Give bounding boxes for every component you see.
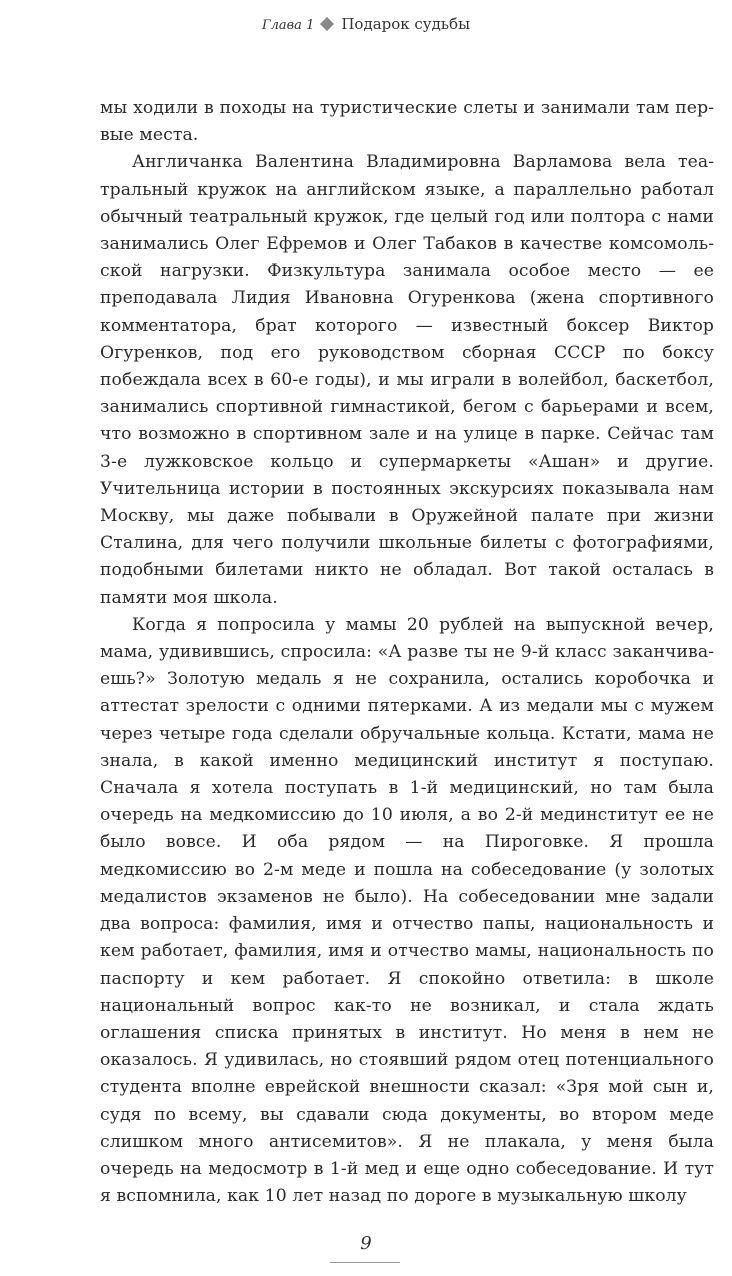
page-number: 9 (360, 1233, 372, 1254)
chapter-label: Глава 1 (261, 18, 315, 33)
paragraph-2: Англичанка Валентина Владимировна Варламова вела театральный кружок на английском языке, а параллельно работал обычный театральный кружок, где целый год или полтора с нами занимались Олег Ефремов и Олег Табаков в качестве комсомольской нагрузки. Физкультура занимала особое место — ее преподавала Лидия Ивановна Огуренкова (жена спортивного комментатора, брат которого — известный боксер Виктор Огуренков, под его руководством сборная СССР по боксу побеждала всех в 60-е годы), и мы играли в волейбол, баскетбол, занимались спортивной гимнастикой, бегом с барьерами и всем, что возможно в спортивном зале и на улице в парке. Сейчас там 3-е лужковское кольцо и супермаркеты «Ашан» и другие. Учительница истории в постоянных экскурсиях показывала нам Москву, мы даже побывали в Оружейной палате при жизни Сталина, для чего получили школьные билеты с фотографиями, подобными билетами никто не обладал. Вот такой осталась в памяти моя школа. (100, 152, 714, 608)
page-body (100, 95, 714, 1210)
paragraph-3: Когда я попросила у мамы 20 рублей на выпускной вечер, мама, удивившись, спросила: «А разве ты не 9-й класс заканчиваешь?» Золотую медаль я не сохранила, остались коробочка и аттестат зрелости с одними пятерками. А из медали мы с мужем через четыре года сделали обручальные кольца. Кстати, мама не знала, в какой именно медицинский институт я поступаю. Сначала я хотела поступать в 1-й медицинский, но там была очередь на медкомиссию до 10 июля, а во 2-й мединститут ее не было вовсе. И оба рядом — на Пироговке. Я прошла медкомиссию во 2-м меде и пошла на собеседование (у золотых медалистов экзаменов не было). На собеседовании мне задали два вопроса: фамилия, имя и отчество папы, национальность и кем работает, фамилия, имя и отчество мамы, национальность по паспорту и кем работает. Я спокойно ответила: в школе национальный вопрос как-то не возникал, и стала ждать оглашения списка принятых в институт. Но меня в нем не оказалось. Я удивилась, но стоявший рядом отец потенциального студента вполне еврейской внешности сказал: «Зря мой сын и, судя по всему, вы сдавали сюда документы, во втором меде слишком много антисемитов». Я не плакала, у меня была очередь на медосмотр в 1-й мед и еще одно собеседование. И тут я вспомнила, как 10 лет назад по дороге в музыкальную школу (100, 614, 714, 1207)
running-header (0, 14, 732, 36)
chapter-title: Подарок судьбы (341, 15, 471, 33)
diamond-ornament-icon (320, 17, 334, 31)
page-number-rule (330, 1262, 400, 1263)
paragraph-1: мы ходили в походы на туристические слеты и занимали там первые места. (100, 98, 714, 146)
